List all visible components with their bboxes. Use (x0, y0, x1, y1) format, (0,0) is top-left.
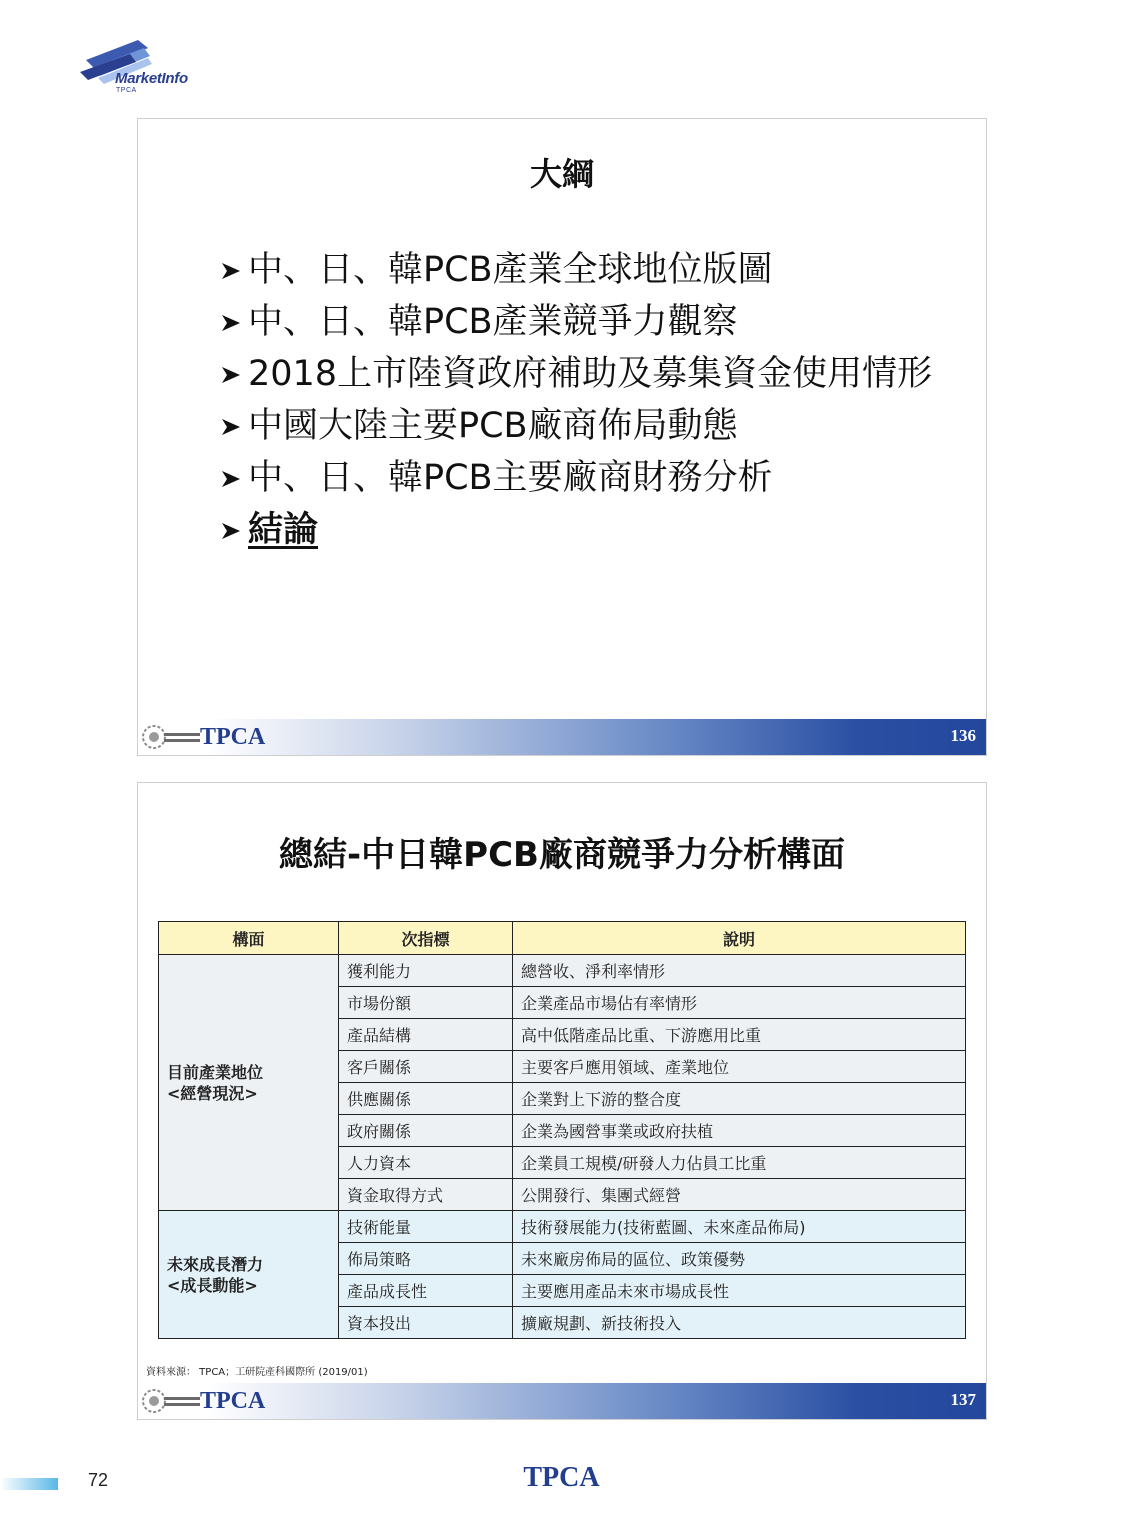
sub-indicator: 市場份額 (339, 987, 513, 1019)
category-label: 未來成長潛力 (167, 1254, 264, 1274)
description: 公開發行、集團式經營 (513, 1179, 966, 1211)
table-row (159, 1211, 966, 1243)
sub-indicator: 獲利能力 (339, 955, 513, 987)
description: 主要客戶應用領域、產業地位 (513, 1051, 966, 1083)
sub-indicator: 政府關係 (339, 1115, 513, 1147)
footer-brand: TPCA (200, 724, 266, 750)
category-sublabel: <成長動能> (167, 1275, 258, 1295)
sub-indicator: 產品結構 (339, 1019, 513, 1051)
sub-indicator: 人力資本 (339, 1147, 513, 1179)
competitiveness-table (158, 921, 966, 1339)
slide-number: 137 (950, 1390, 976, 1409)
arrow-bullet-icon (220, 521, 242, 541)
sub-indicator: 佈局策略 (339, 1243, 513, 1275)
category-sublabel: <經營現況> (167, 1083, 258, 1103)
description: 未來廠房佈局的區位、政策優勢 (513, 1243, 966, 1275)
table-row (159, 955, 966, 987)
outline-item: 2018上市陸資政府補助及募集資金使用情形 (220, 351, 940, 397)
arrow-bullet-icon (220, 417, 242, 437)
description: 企業為國營事業或政府扶植 (513, 1115, 966, 1147)
outline-item-current: 結論 (220, 507, 940, 553)
arrow-bullet-icon (220, 313, 242, 333)
slide-title: 總結-中日韓PCB廠商競爭力分析構面 (279, 835, 845, 875)
description: 高中低階產品比重、下游應用比重 (513, 1019, 966, 1051)
arrow-bullet-icon (220, 469, 242, 489)
logo-text: MarketInfo (115, 70, 188, 87)
outline-list (220, 247, 940, 559)
description: 企業產品市場佔有率情形 (513, 987, 966, 1019)
page-footer-brand: TPCA (523, 1462, 600, 1493)
description: 擴廠規劃、新技術投入 (513, 1307, 966, 1339)
slide-number: 136 (950, 726, 976, 745)
source-note: 資料來源： TPCA；工研院產科國際所 (2019/01) (146, 1367, 368, 1378)
tpca-emblem-icon (140, 1385, 202, 1417)
header-description: 說明 (513, 922, 966, 955)
outline-item: 中、日、韓PCB產業競爭力觀察 (220, 299, 940, 345)
category-label: 目前產業地位 (167, 1062, 264, 1082)
arrow-bullet-icon (220, 261, 242, 281)
tpca-emblem-icon (140, 721, 202, 753)
slide-summary (137, 782, 987, 1420)
category-current-position (159, 955, 339, 1211)
description: 總營收、淨利率情形 (513, 955, 966, 987)
description: 企業員工規模/研發人力佔員工比重 (513, 1147, 966, 1179)
arrow-bullet-icon (220, 365, 242, 385)
page-number: 72 (88, 1470, 109, 1490)
slide-footer (138, 719, 986, 755)
description: 企業對上下游的整合度 (513, 1083, 966, 1115)
sub-indicator: 技術能量 (339, 1211, 513, 1243)
slide-outline (137, 118, 987, 756)
table-header-row (159, 922, 966, 955)
category-future-potential (159, 1211, 339, 1339)
sub-indicator: 資金取得方式 (339, 1179, 513, 1211)
sub-indicator: 產品成長性 (339, 1275, 513, 1307)
header-sub-indicator: 次指標 (339, 922, 513, 955)
description: 主要應用產品未來市場成長性 (513, 1275, 966, 1307)
marketinfo-logo-icon (78, 38, 208, 98)
outline-item: 中、日、韓PCB產業全球地位版圖 (220, 247, 940, 293)
sub-indicator: 客戶關係 (339, 1051, 513, 1083)
outline-item: 中國大陸主要PCB廠商佈局動態 (220, 403, 940, 449)
slide-title: 大綱 (529, 155, 594, 193)
sub-indicator: 供應關係 (339, 1083, 513, 1115)
description: 技術發展能力(技術藍圖、未來產品佈局) (513, 1211, 966, 1243)
header-dimension: 構面 (159, 922, 339, 955)
sub-indicator: 資本投出 (339, 1307, 513, 1339)
slide-footer (138, 1383, 986, 1419)
logo-subtext: TPCA (116, 87, 137, 94)
outline-item: 中、日、韓PCB主要廠商財務分析 (220, 455, 940, 501)
footer-brand: TPCA (200, 1388, 266, 1414)
